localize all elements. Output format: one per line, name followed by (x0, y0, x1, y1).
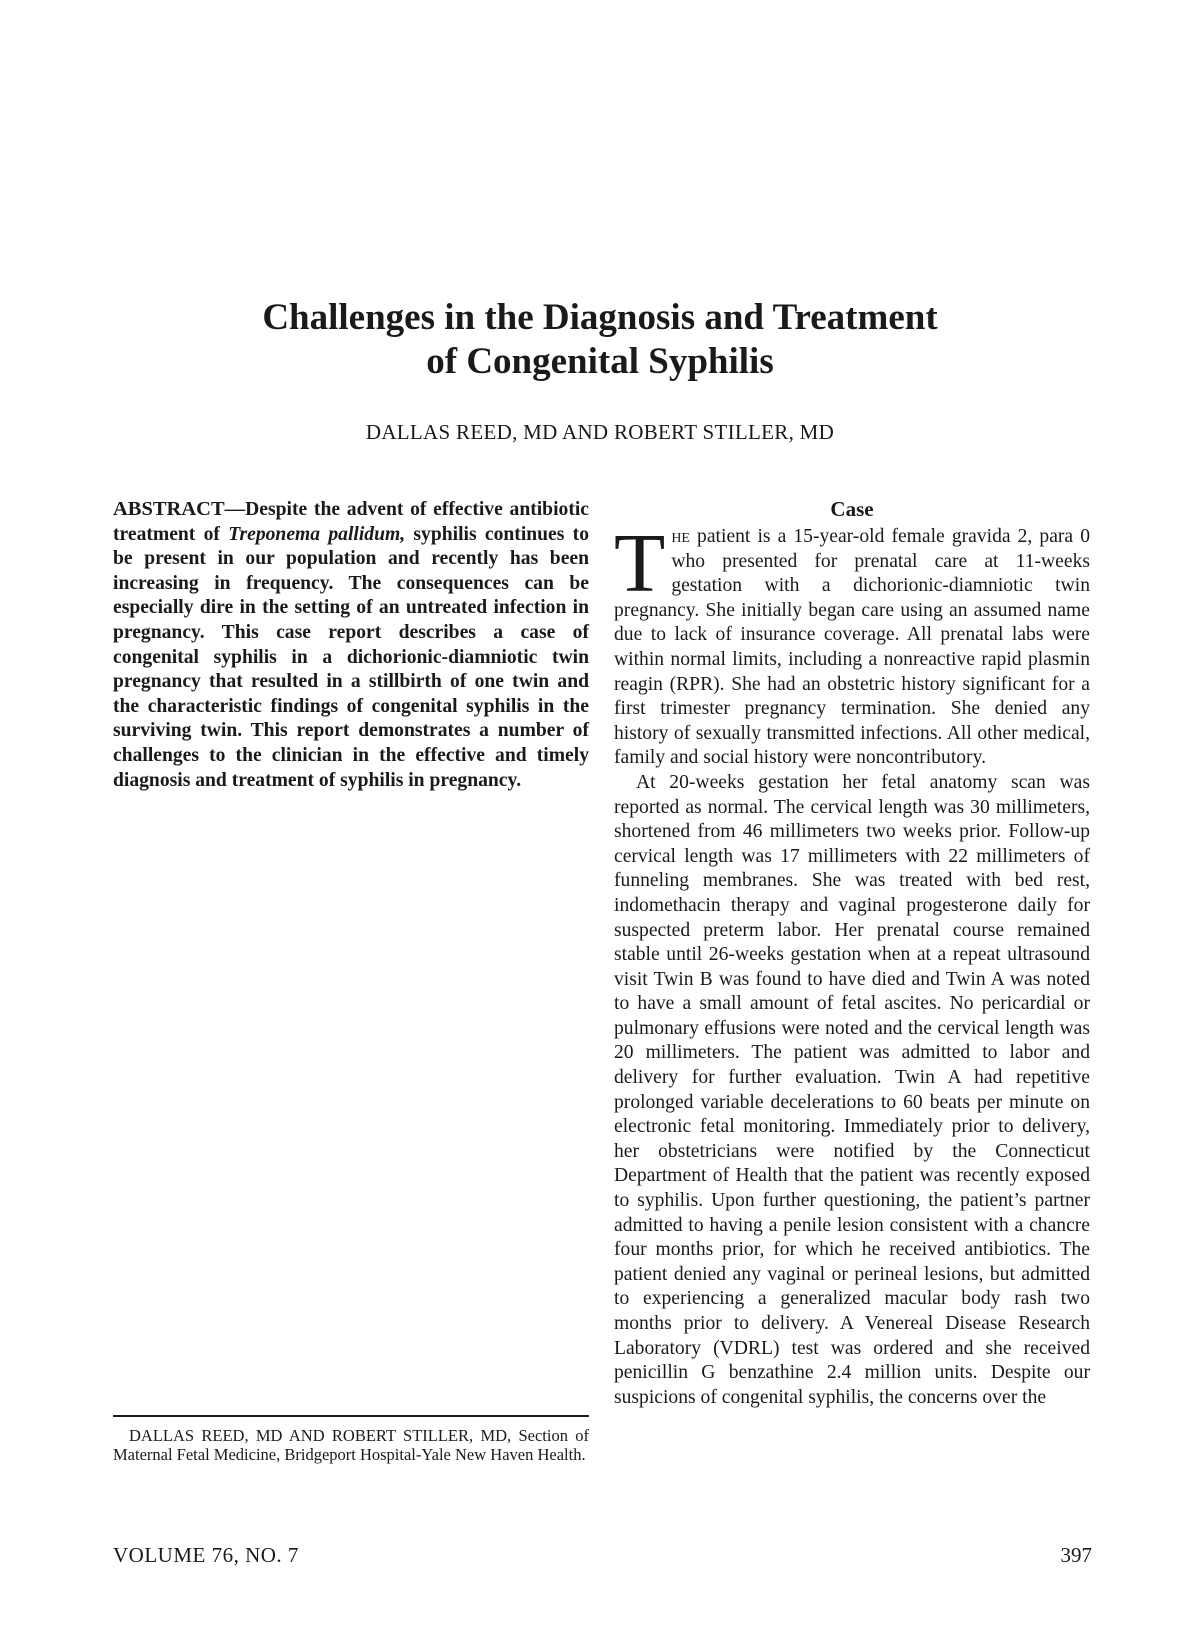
author-byline: DALLAS REED, MD AND ROBERT STILLER, MD (365, 420, 835, 444)
page-number: 397 (1060, 1543, 1092, 1567)
abstract (113, 497, 589, 793)
abstract-text-end: syphilis continues to be present in our population and recently has been increasing in frequency. The consequences can be especially dire in the setting of an untreated infection in pregnancy. This case report describes a case of congenital syphilis in a dichorionic-diamniotic twin pregnancy that resulted in a stillbirth of one twin and the characteristic findings of congenital syphilis in the surviving twin. This report demonstrates a number of challenges to the clinician in the effective and timely diagnosis and treatment of syphilis in pregnancy. (113, 523, 590, 791)
case-body (614, 517, 1090, 1410)
footnote-text: DALLAS REED, MD AND ROBERT STILLER, MD, Section of Maternal Fetal Medicine, Bridgeport Hospital-Yale New Haven Health. (113, 1426, 589, 1464)
case-paragraph-1-text: patient is a 15-year-old female gravida 2, para 0 who presented for prenatal care at 11-weeks gestation with a dichorionic-diamniotic twin pregnancy. She initially began care using an assumed name due to lack of insurance coverage. All prenatal labs were within normal limits, including a nonreactive rapid plasmin reagin (RPR). She had an obstetric history significant for a first trimester pregnancy termination. She denied any history of sexually transmitted infections. All other medical, family and social history were noncontributory. (614, 526, 1090, 769)
abstract-lead: ABSTRACT— (113, 498, 246, 520)
article-title-line-2: of Congenital Syphilis (426, 341, 774, 382)
article-title-line-1: Challenges in the Diagnosis and Treatment (262, 297, 938, 338)
author-affiliation-footnote (113, 1415, 589, 1464)
journal-volume: VOLUME 76, NO. 7 (113, 1543, 299, 1567)
case-paragraph-1 (614, 517, 1090, 771)
small-caps-opening: he (671, 526, 690, 547)
case-paragraph-2: At 20-weeks gestation her fetal anatomy scan was reported as normal. The cervical length was 30 millimeters, shortened from 46 millimeters two weeks prior. Follow-up cervical length was 17 millimeters with 22 millimeters of funneling membranes. She was treated with bed rest, indomethacin therapy and vaginal progesterone daily for suspected preterm labor. Her prenatal course remained stable until 26-weeks gestation when at a repeat ultrasound visit Twin B was found to have died and Twin A was noted to have a small amount of fetal ascites. No pericardial or pulmonary effusions were noted and the cervical length was 20 millimeters. The patient was admitted to labor and delivery for further evaluation. Twin A had repetitive prolonged variable decelerations to 60 beats per minute on electronic fetal monitoring. Immediately prior to delivery, her obstetricians were notified by the Connecticut Department of Health that the patient was recently exposed to syphilis. Upon further questioning, the patient’s partner admitted to having a penile lesion consistent with a chancre four months prior, for which he received antibiotics. The patient denied any vaginal or perineal lesions, but admitted to experiencing a generalized macular body rash two months prior to delivery. A Venereal Disease Research Laboratory (VDRL) test was ordered and she received penicillin G benzathine 2.4 million units. Despite our suspicions of congenital syphilis, the concerns over the (614, 771, 1090, 1408)
case-column (614, 497, 1090, 1410)
abstract-italic-term: Treponema pallidum, (228, 523, 406, 545)
article-title (0, 296, 1200, 384)
section-heading-case: Case (830, 497, 874, 521)
abstract-text-start: Despite the advent of effective antibiotic treatment of (113, 499, 589, 545)
drop-cap: T (614, 517, 666, 610)
